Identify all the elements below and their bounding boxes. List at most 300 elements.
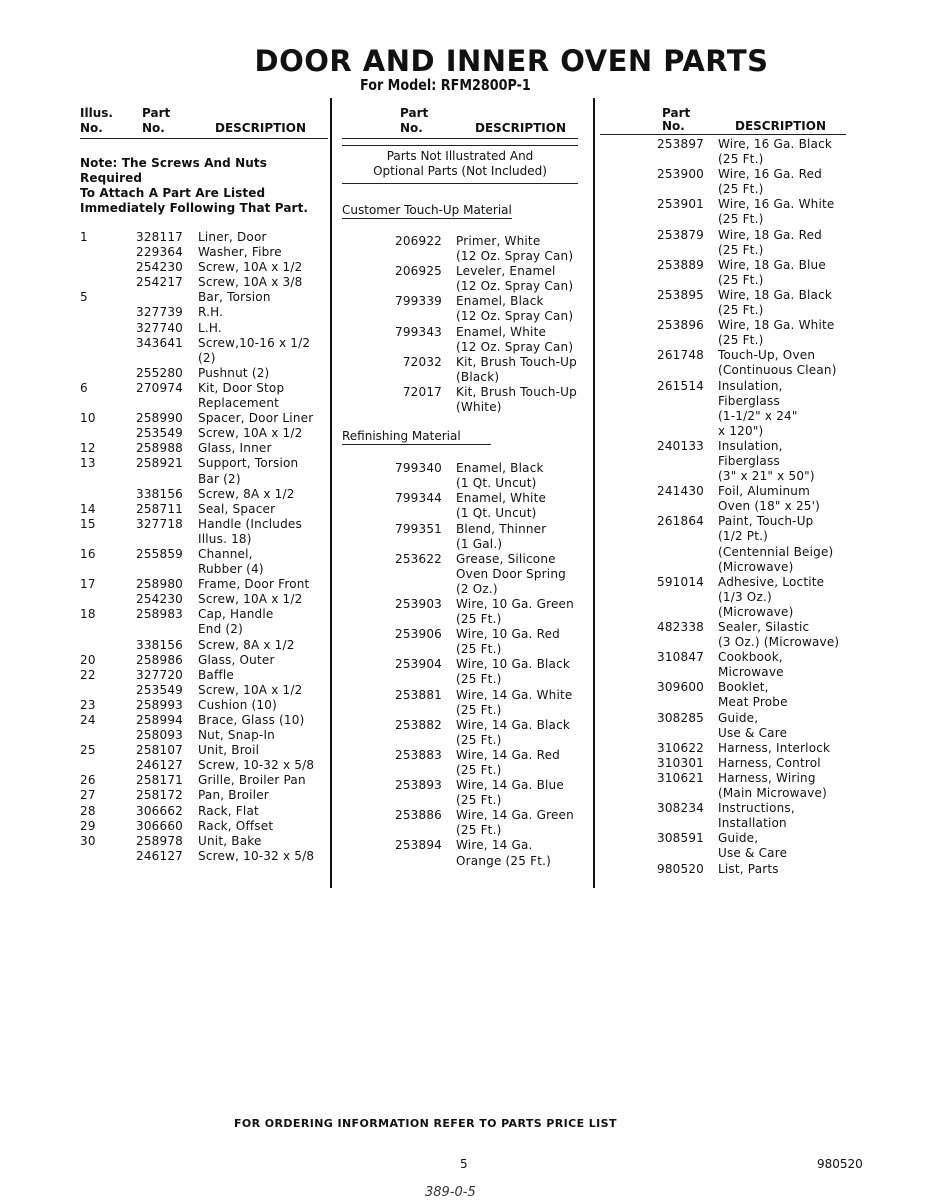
part-description: Pushnut (2) [198, 365, 270, 380]
part-number [600, 726, 718, 741]
table-row [80, 668, 328, 683]
table-row [80, 456, 328, 471]
part-number: 308234 [656, 801, 704, 816]
part-number [600, 454, 718, 469]
table-row [342, 249, 578, 264]
part-number: 258921 [136, 456, 184, 471]
table-row [600, 560, 846, 575]
description-label: DESCRIPTION [215, 121, 307, 135]
illus-number: 23 [80, 697, 96, 712]
table-row [342, 612, 578, 627]
part-number [600, 499, 718, 514]
part-number: 261748 [656, 348, 704, 363]
part-number [342, 733, 456, 748]
illus-number: 26 [80, 773, 96, 788]
part-number [342, 823, 456, 838]
part-number: 327718 [136, 516, 184, 531]
part-number [600, 695, 718, 710]
column-divider-1 [330, 98, 332, 888]
part-number: 338156 [136, 486, 184, 501]
table-row [600, 137, 846, 152]
table-row [600, 258, 846, 273]
table-row [600, 529, 846, 544]
part-description: (25 Ft.) [718, 242, 764, 257]
note-line: Note: The Screws And Nuts Required [80, 156, 267, 185]
table-row [80, 366, 328, 381]
note-line: To Attach A Part Are Listed [80, 186, 266, 200]
part-number [342, 506, 456, 521]
part-description: Primer, White [456, 234, 541, 248]
part-description: Use & Care [718, 725, 788, 740]
part-number [342, 400, 456, 415]
table-row [80, 381, 328, 396]
illus-number [80, 683, 136, 698]
part-description: Grille, Broiler Pan [198, 773, 306, 788]
part-number [600, 635, 718, 650]
table-row [80, 517, 328, 532]
table-row [342, 672, 578, 687]
table-row [342, 642, 578, 657]
table-row [600, 726, 846, 741]
section-customer-touchup: Customer Touch-Up Material [342, 203, 512, 217]
part-description: Spacer, Door Liner [198, 411, 314, 426]
part-description: Glass, Inner [198, 441, 272, 456]
table-row [80, 275, 328, 290]
table-row [342, 370, 578, 385]
part-description: Kit, Brush Touch-Up [456, 354, 577, 369]
part-description: Wire, 18 Ga. Black [718, 287, 833, 302]
part-description: Screw, 10A x 1/2 [198, 260, 303, 275]
part-number: 338156 [136, 637, 184, 652]
part-number: 258983 [136, 607, 184, 622]
handwritten-note: 389-0-5 [425, 1185, 476, 1200]
part-description: Brace, Glass (10) [198, 713, 305, 727]
illus-number: 22 [80, 667, 96, 682]
part-number [600, 363, 718, 378]
illus-number [80, 758, 136, 773]
table-row [600, 243, 846, 258]
part-description: (3" x 21" x 50") [718, 469, 815, 484]
part-description: Grease, Silicone [456, 551, 556, 566]
table-row [80, 788, 328, 803]
part-number: 258093 [136, 728, 184, 743]
part-description: Leveler, Enamel [456, 264, 556, 279]
part-description: Wire, 14 Ga. Green [456, 808, 574, 823]
table-row [600, 590, 846, 605]
part-description: Pan, Broiler [198, 788, 269, 803]
table-row [600, 499, 846, 514]
table-row [80, 698, 328, 713]
part-description: Unit, Bake [198, 833, 262, 848]
part-number: 799344 [394, 491, 442, 506]
table-row [600, 379, 846, 394]
part-number [600, 605, 718, 620]
table-row [600, 394, 846, 409]
part-number: 241430 [656, 484, 704, 499]
part-number: 253896 [656, 318, 704, 333]
table-row [600, 333, 846, 348]
table-row [342, 264, 578, 279]
part-description: Wire, 14 Ga. Black [456, 717, 571, 732]
table-row [600, 695, 846, 710]
part-description: Wire, 16 Ga. Black [718, 137, 833, 151]
part-description: Harness, Interlock [718, 740, 831, 755]
part-description: Support, Torsion [198, 456, 299, 471]
part-number [136, 290, 198, 305]
part-number [342, 309, 456, 324]
table-row [600, 831, 846, 846]
part-number: 258980 [136, 577, 184, 592]
part-description: Blend, Thinner [456, 521, 547, 536]
illus-number: 29 [80, 818, 96, 833]
part-number: 327720 [136, 667, 184, 682]
table-row [600, 152, 846, 167]
part-description: Wire, 14 Ga. Blue [456, 778, 564, 793]
part-number: 270974 [136, 380, 184, 395]
part-description: (25 Ft.) [456, 793, 502, 808]
part-number: 254230 [136, 592, 184, 607]
part-description: Wire, 14 Ga. Red [456, 747, 560, 762]
part-description: R.H. [198, 305, 224, 320]
table-row [80, 290, 328, 305]
table-row [600, 862, 846, 877]
part-number: 309600 [656, 680, 704, 695]
part-number: 799343 [394, 324, 442, 339]
table-row [80, 743, 328, 758]
illus-number: 6 [80, 380, 88, 395]
document-number: 980520 [817, 1157, 863, 1171]
part-description: (White) [456, 400, 502, 415]
part-number: 253882 [394, 717, 442, 732]
part-description: (Black) [456, 369, 500, 384]
part-description: Screw,10-16 x 1/2 (2) [198, 335, 311, 365]
table-row [342, 823, 578, 838]
part-description: (Microwave) [718, 604, 794, 619]
part-description: Illus. 18) [198, 531, 252, 546]
table-row [342, 703, 578, 718]
part-number: 206925 [394, 264, 442, 279]
table-row [342, 355, 578, 370]
part-number: 253889 [656, 257, 704, 272]
table-row [600, 348, 846, 363]
table-row [600, 786, 846, 801]
part-description: Enamel, White [456, 324, 547, 339]
part-description: Wire, 14 Ga. [456, 838, 533, 853]
part-description: Cushion (10) [198, 697, 277, 712]
part-description: Instructions, [718, 801, 795, 816]
table-row [600, 288, 846, 303]
part-description: (25 Ft.) [456, 763, 502, 777]
part-description: (1 Qt. Uncut) [456, 506, 537, 521]
illus-number: 24 [80, 713, 96, 727]
table-row [342, 582, 578, 597]
refinishing-list [342, 461, 578, 869]
part-number [600, 152, 718, 167]
part-number: 254230 [136, 260, 184, 275]
part-number: 229364 [136, 245, 184, 260]
part-number: 253893 [394, 778, 442, 793]
part-number: 799351 [394, 521, 442, 536]
part-number [600, 394, 718, 409]
part-description: L.H. [198, 320, 222, 335]
part-number [600, 560, 718, 575]
part-description: Cookbook, [718, 650, 783, 665]
part-number: 255280 [136, 365, 184, 380]
table-row [342, 838, 578, 853]
table-row [80, 321, 328, 336]
part-number: 258978 [136, 833, 184, 848]
part-description: Frame, Door Front [198, 577, 310, 592]
table-row [342, 627, 578, 642]
part-label-1: Part [142, 106, 171, 120]
part-number [136, 472, 198, 487]
table-row [80, 502, 328, 517]
part-number [600, 846, 718, 861]
part-description: Rack, Offset [198, 818, 274, 833]
part-description: (Main Microwave) [718, 786, 827, 801]
part-number: 253549 [136, 426, 184, 441]
illus-number [80, 728, 136, 743]
part-number: 310301 [656, 755, 704, 770]
note-line: Immediately Following That Part. [80, 201, 309, 215]
table-row [80, 426, 328, 441]
part-number [342, 582, 456, 597]
illus-number: 30 [80, 833, 96, 848]
part-description: (25 Ft.) [456, 642, 502, 657]
part-number: 253900 [656, 167, 704, 182]
part-description: (25 Ft.) [456, 732, 502, 747]
part-description: List, Parts [718, 861, 779, 876]
part-number [342, 249, 456, 264]
touchup-list [342, 234, 578, 415]
note-text [80, 156, 328, 216]
part-number: 799339 [394, 294, 442, 309]
part-number: 308591 [656, 831, 704, 846]
illus-number: 28 [80, 803, 96, 818]
part-number: 253895 [656, 287, 704, 302]
illus-number: 18 [80, 607, 96, 622]
part-description: Handle (Includes [198, 516, 302, 531]
table-row [600, 620, 846, 635]
part-description: Use & Care [718, 846, 788, 861]
part-number [136, 562, 198, 577]
part-number: 306660 [136, 818, 184, 833]
table-row [80, 441, 328, 456]
part-description: Oven (18" x 25') [718, 499, 821, 514]
part-number [136, 532, 198, 547]
illus-number [80, 275, 136, 290]
illus-label-2: No. [80, 121, 103, 135]
part-number: 258994 [136, 713, 184, 727]
ordering-info: FOR ORDERING INFORMATION REFER TO PARTS PRICE LIST [234, 1117, 617, 1130]
part-number [342, 763, 456, 778]
model-subtitle: For Model: RFM2800P-1 [360, 76, 531, 94]
table-row [342, 778, 578, 793]
part-description: Enamel, White [456, 491, 547, 506]
table-row [600, 318, 846, 333]
table-row [342, 688, 578, 703]
part-description: Liner, Door [198, 230, 267, 244]
illus-number: 27 [80, 788, 96, 803]
table-row [600, 439, 846, 454]
part-number: 253879 [656, 227, 704, 242]
table-row [600, 469, 846, 484]
part-description: Installation [718, 816, 787, 831]
table-row [600, 409, 846, 424]
table-row [80, 260, 328, 275]
part-number [600, 529, 718, 544]
part-description: (25 Ft.) [718, 272, 764, 287]
part-description: Channel, [198, 546, 253, 561]
part-description: x 120") [718, 423, 764, 438]
table-row [600, 846, 846, 861]
part-description: Screw, 10-32 x 5/8 [198, 848, 315, 863]
illus-number [80, 396, 136, 411]
illus-number: 16 [80, 546, 96, 561]
part-number: 261864 [656, 514, 704, 529]
part-description: Screw, 8A x 1/2 [198, 486, 295, 501]
part-description: (2 Oz.) [456, 581, 498, 596]
illus-number [80, 849, 136, 864]
part-number [136, 622, 198, 637]
table-row [342, 748, 578, 763]
table-row [600, 650, 846, 665]
part-description: (1/2 Pt.) [718, 529, 769, 544]
table-row [342, 567, 578, 582]
part-number [342, 854, 456, 869]
illus-number [80, 245, 136, 260]
table-row [342, 854, 578, 869]
illus-number [80, 472, 136, 487]
part-description: (12 Oz. Spray Can) [456, 309, 574, 324]
illus-number [80, 260, 136, 275]
part-number [600, 409, 718, 424]
part-description: Wire, 18 Ga. Red [718, 227, 822, 242]
table-row [600, 680, 846, 695]
part-description: (1/3 Oz.) [718, 589, 772, 604]
table-row [600, 605, 846, 620]
illus-label-1: Illus. [80, 106, 113, 120]
part-number: 253622 [394, 551, 442, 566]
part-description: Guide, [718, 710, 759, 725]
column-3 [600, 104, 846, 877]
description-label: DESCRIPTION [735, 119, 827, 133]
illus-number [80, 622, 136, 637]
table-row [600, 545, 846, 560]
part-description: Wire, 18 Ga. Blue [718, 257, 826, 272]
part-description: (3 Oz.) (Microwave) [718, 635, 840, 650]
table-row [342, 597, 578, 612]
illus-number [80, 321, 136, 336]
part-number: 254217 [136, 275, 184, 290]
table-row [600, 665, 846, 680]
table-row [342, 385, 578, 400]
part-description: Fiberglass [718, 453, 780, 468]
part-number [600, 333, 718, 348]
part-description: Harness, Control [718, 755, 821, 770]
part-description: (25 Ft.) [718, 152, 764, 167]
part-number [600, 665, 718, 680]
part-number [342, 279, 456, 294]
part-number: 246127 [136, 758, 184, 773]
part-number: 591014 [656, 574, 704, 589]
part-description: Bar (2) [198, 471, 241, 486]
table-row [80, 622, 328, 637]
part-description: Wire, 16 Ga. White [718, 197, 835, 212]
part-description: (1 Qt. Uncut) [456, 476, 537, 491]
table-row [80, 713, 328, 728]
section-refinishing: Refinishing Material [342, 429, 491, 445]
part-number: 310622 [656, 740, 704, 755]
part-number [600, 212, 718, 227]
part-description: (12 Oz. Spray Can) [456, 279, 574, 294]
part-number: 310847 [656, 650, 704, 665]
table-row [80, 849, 328, 864]
part-description: Wire, 10 Ga. Red [456, 627, 560, 642]
part-number: 258171 [136, 773, 184, 788]
table-row [342, 537, 578, 552]
part-description: Replacement [198, 396, 280, 411]
table-row [600, 816, 846, 831]
table-row [600, 741, 846, 756]
part-description: Insulation, [718, 438, 783, 453]
illus-number [80, 592, 136, 607]
part-description: Screw, 8A x 1/2 [198, 637, 295, 652]
part-description: Wire, 18 Ga. White [718, 318, 835, 333]
part-number [342, 672, 456, 687]
table-row [600, 575, 846, 590]
part-description: Wire, 16 Ga. Red [718, 167, 822, 182]
illus-number: 17 [80, 577, 96, 592]
boxed-heading-line: Optional Parts (Not Included) [373, 164, 547, 178]
part-number: 240133 [656, 438, 704, 453]
part-number: 343641 [136, 335, 184, 350]
part-number: 253886 [394, 808, 442, 823]
table-row [80, 607, 328, 622]
table-row [342, 552, 578, 567]
part-number: 328117 [136, 230, 184, 244]
table-row [80, 834, 328, 849]
part-number: 246127 [136, 848, 184, 863]
part-number [136, 396, 198, 411]
part-description: Orange (25 Ft.) [456, 853, 552, 868]
table-row [80, 819, 328, 834]
part-number: 253897 [656, 137, 704, 151]
table-row [80, 547, 328, 562]
part-number: 258993 [136, 697, 184, 712]
description-label: DESCRIPTION [475, 121, 567, 135]
table-row [600, 635, 846, 650]
part-description: (1-1/2" x 24" [718, 408, 798, 423]
part-description: Wire, 10 Ga. Black [456, 657, 571, 672]
part-number: 327740 [136, 320, 184, 335]
table-row [600, 212, 846, 227]
table-row [600, 801, 846, 816]
parts-not-illustrated-heading [342, 145, 578, 184]
part-number: 253904 [394, 657, 442, 672]
table-row [342, 279, 578, 294]
part-description: Nut, Snap-In [198, 728, 275, 743]
part-description: Unit, Broil [198, 743, 260, 758]
part-number [342, 642, 456, 657]
table-row [80, 683, 328, 698]
table-row [80, 773, 328, 788]
part-number [600, 303, 718, 318]
table-row [600, 197, 846, 212]
part-number [342, 793, 456, 808]
part-number: 258711 [136, 501, 184, 516]
part-description: (25 Ft.) [456, 823, 502, 838]
